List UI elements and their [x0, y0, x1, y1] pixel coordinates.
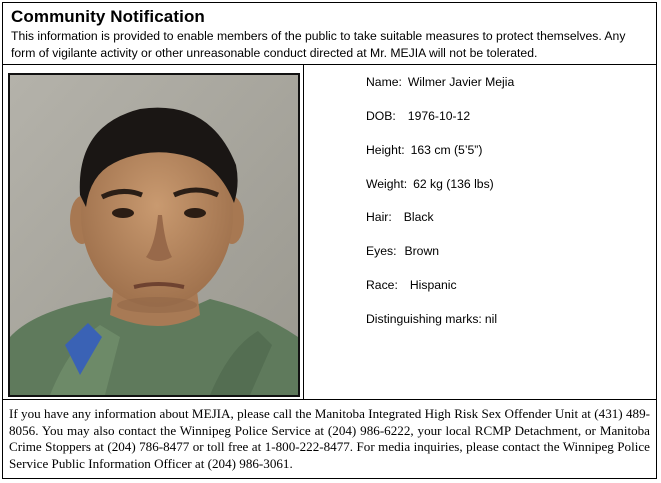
detail-row — [366, 109, 470, 123]
detail-label: Weight: — [366, 177, 408, 191]
detail-label: Name: — [366, 75, 402, 89]
detail-row — [366, 278, 457, 292]
detail-label: Race: — [366, 278, 398, 292]
detail-row — [366, 312, 497, 326]
header-section — [2, 2, 657, 65]
detail-value: Brown — [404, 244, 440, 258]
detail-label: DOB: — [366, 109, 396, 123]
detail-value: 62 kg (136 lbs) — [413, 177, 494, 191]
footer-divider — [2, 399, 657, 400]
notice-text: This information is provided to enable members of the public to take suitable measures to protect themselves. Any form of vigilante activity or other unreasonable conduct directed at Mr. MEJIA will not be tolerated. — [11, 29, 626, 60]
detail-value: Wilmer Javier Mejia — [407, 75, 515, 89]
detail-value: 163 cm (5’5”) — [410, 143, 483, 157]
detail-value: Hispanic — [409, 278, 457, 292]
detail-label: Eyes: — [366, 244, 397, 258]
detail-row — [366, 177, 494, 191]
detail-row — [366, 75, 514, 89]
detail-value: nil — [484, 312, 498, 326]
detail-label: Height: — [366, 143, 405, 157]
detail-row — [366, 143, 482, 157]
detail-row — [366, 210, 434, 224]
detail-label: Distinguishing marks: — [366, 312, 482, 326]
detail-value: Black — [403, 210, 434, 224]
page-title: Community Notification — [11, 7, 205, 26]
detail-value: 1976-10-12 — [407, 109, 471, 123]
contact-paragraph: If you have any information about MEJIA, please call the Manitoba Integrated High Risk Sex Offender Unit at (431) 489-8056. You may also contact the Winnipeg Police Service at (204) 986-6222, your local RCMP Detachment, or Manitoba Crime Stoppers at (204) 786-8477 or toll free at 1-800-222-8477. For media inquiries, please contact the Winnipeg Police Service Public Information Officer at (204) 986-3061. — [9, 406, 650, 471]
column-divider — [303, 64, 304, 400]
mugshot-illustration — [10, 75, 298, 395]
detail-row — [366, 244, 439, 258]
mugshot-photo — [8, 73, 300, 397]
detail-label: Hair: — [366, 210, 392, 224]
